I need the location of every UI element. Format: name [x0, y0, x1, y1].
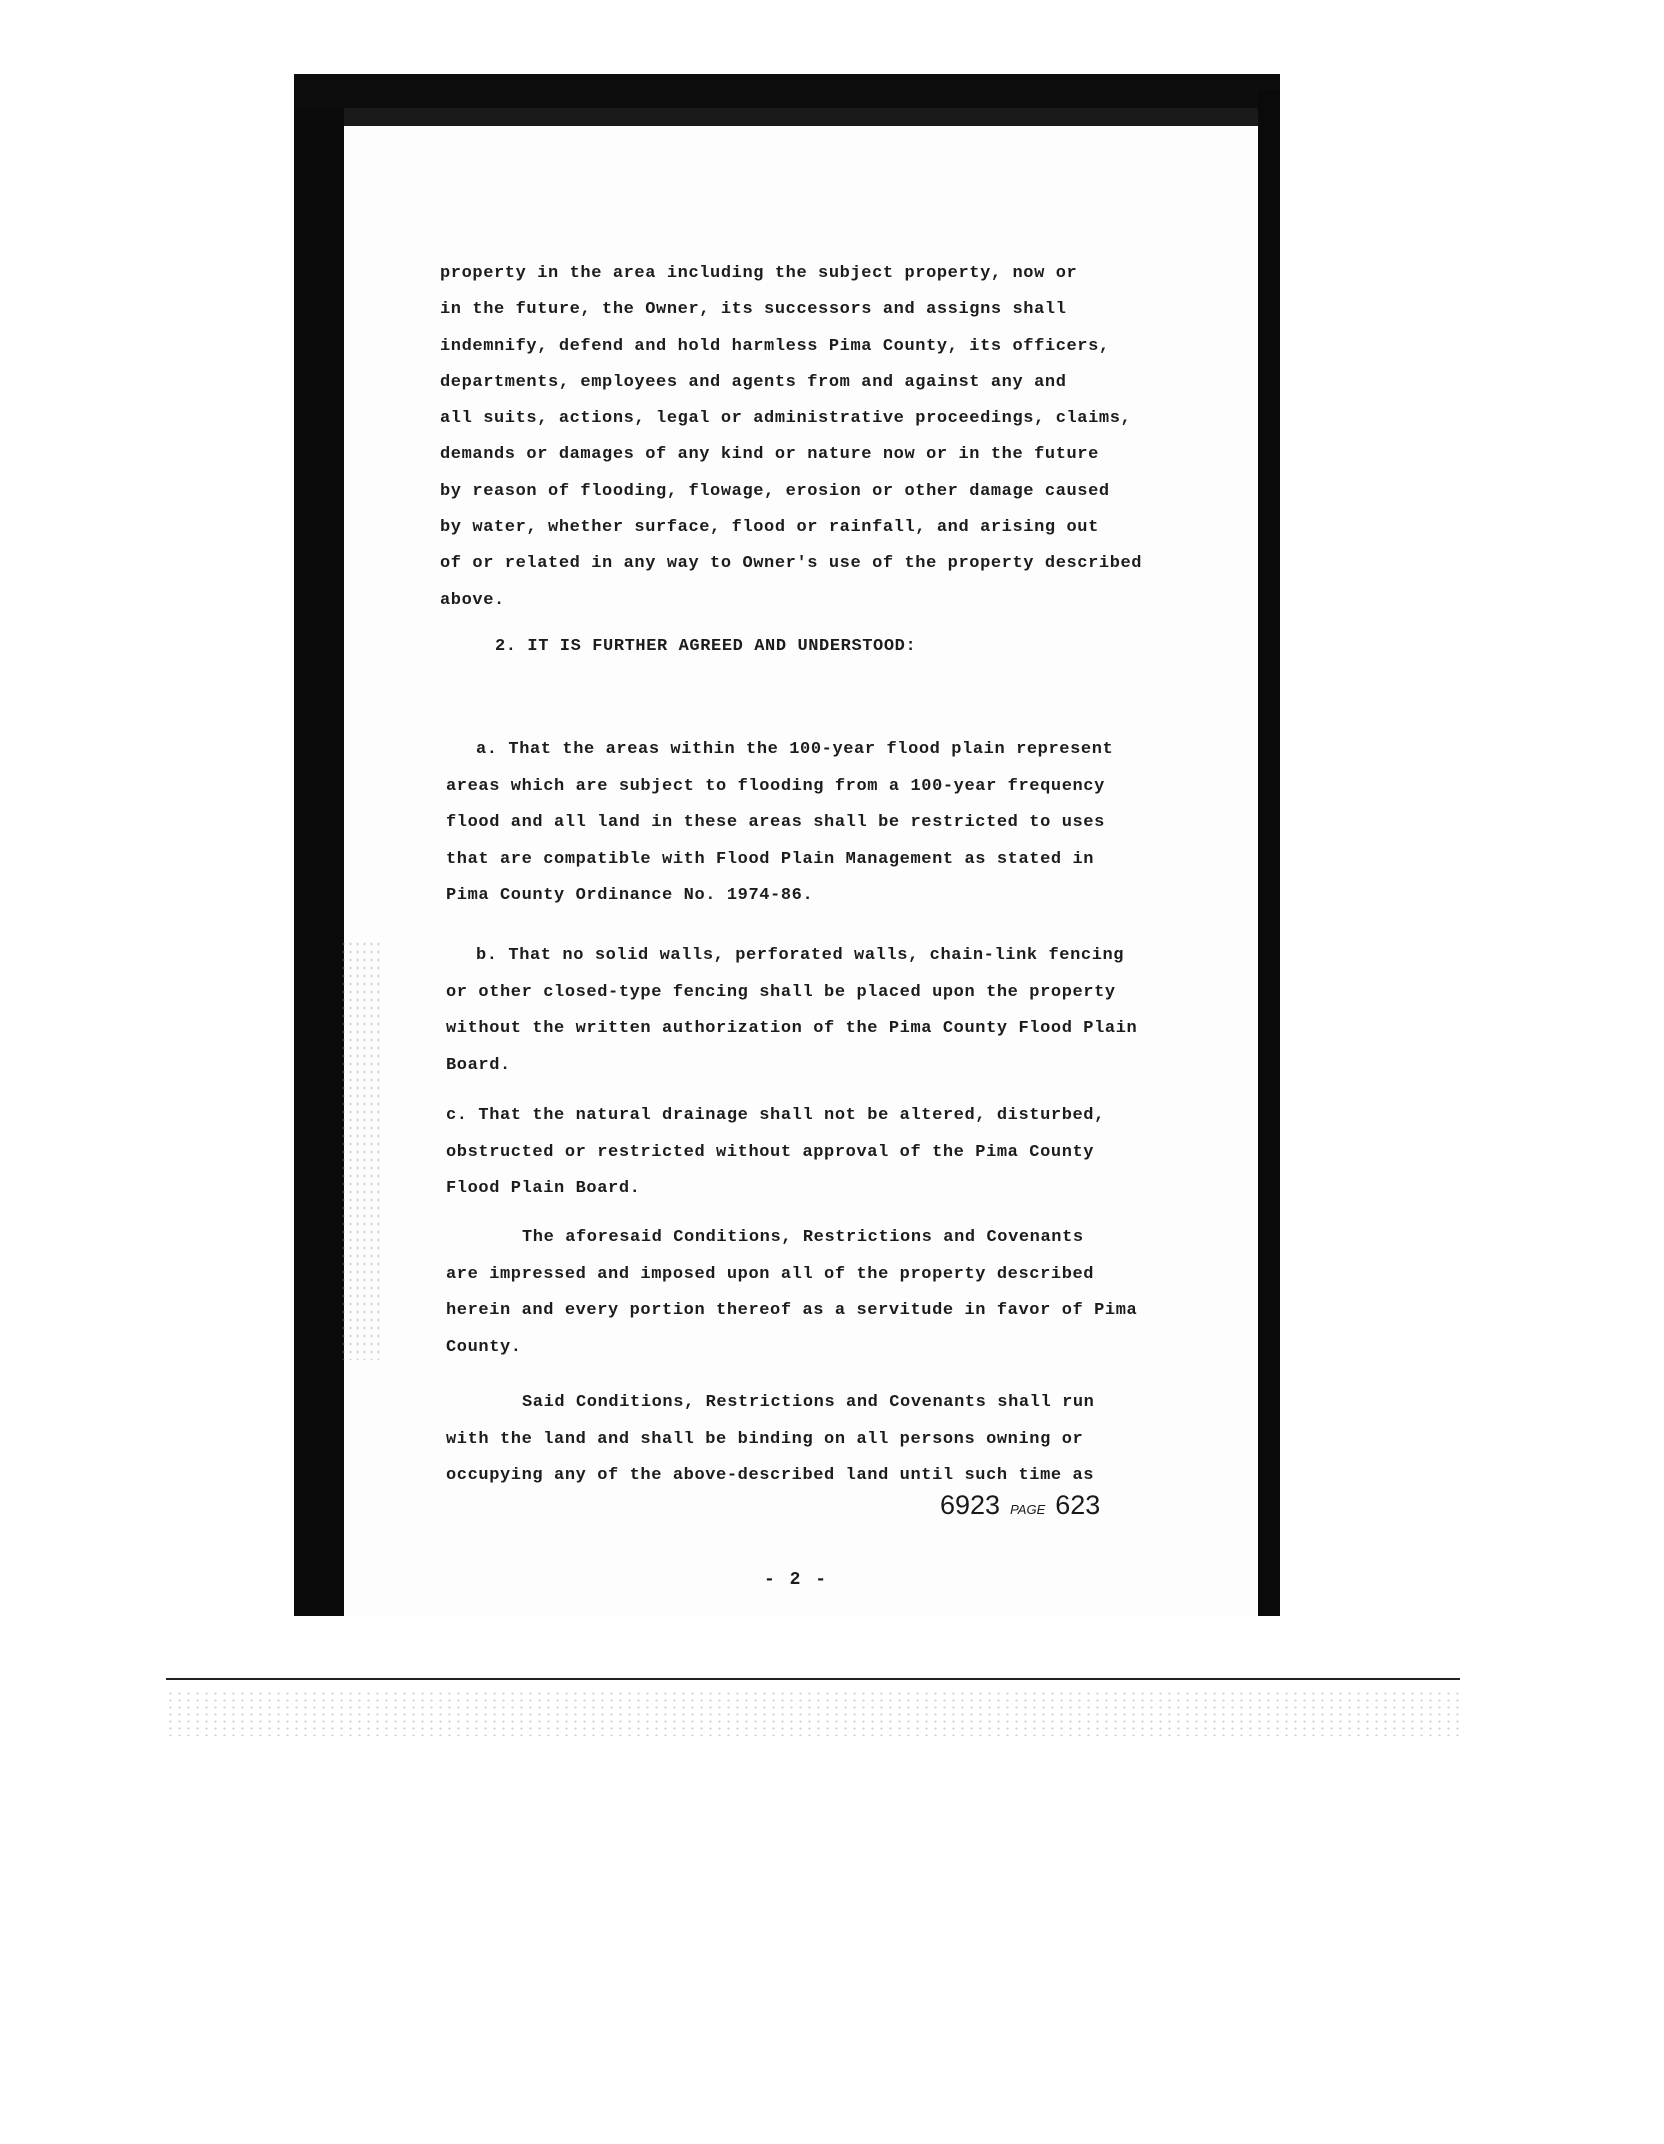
text-line: are impressed and imposed upon all of the property described — [446, 1264, 1095, 1284]
text-line: with the land and shall be binding on all persons owning or — [446, 1429, 1084, 1449]
text-line: c. That the natural drainage shall not be altered, disturbed, — [446, 1106, 1105, 1125]
text-line: Said Conditions, Restrictions and Covenants shall run — [522, 1393, 1095, 1412]
text-line: a. That the areas within the 100-year flood plain represent — [476, 740, 1114, 759]
paragraph-c — [446, 1098, 1166, 1208]
text-line: all suits, actions, legal or administrative proceedings, claims, — [440, 409, 1132, 429]
continuation-paragraph — [440, 256, 1160, 619]
text-line: that are compatible with Flood Plain Management as stated in — [446, 849, 1095, 869]
text-line: obstructed or restricted without approval of the Pima County — [446, 1142, 1095, 1162]
text-line: The aforesaid Conditions, Restrictions and Covenants — [522, 1228, 1084, 1247]
scan-border-top — [294, 74, 1280, 108]
text-line: demands or damages of any kind or nature now or in the future — [440, 445, 1099, 465]
scan-border-right — [1258, 90, 1280, 1616]
page-number: - 2 - — [764, 1570, 829, 1590]
paragraph-said — [446, 1385, 1166, 1495]
text-line: in the future, the Owner, its successors and assigns shall — [440, 300, 1067, 320]
paragraph-aforesaid — [446, 1220, 1166, 1366]
paragraph-a — [446, 732, 1166, 915]
recorded-page-number: 623 — [1055, 1490, 1101, 1520]
text-line: County. — [446, 1337, 522, 1357]
page-label: PAGE — [1010, 1502, 1046, 1517]
text-line: indemnify, defend and hold harmless Pima County, its officers, — [440, 336, 1110, 356]
text-line: Board. — [446, 1055, 511, 1075]
text-line: departments, employees and agents from and against any and — [440, 372, 1067, 392]
scan-bottom-rule — [166, 1678, 1460, 1680]
text-line: Flood Plain Board. — [446, 1179, 641, 1199]
scan-noise-bottom — [166, 1690, 1460, 1736]
paragraph-b — [446, 938, 1166, 1084]
scan-border-left — [294, 108, 344, 1616]
text-line: herein and every portion thereof as a servitude in favor of Pima — [446, 1301, 1138, 1321]
text-line: areas which are subject to flooding from a 100-year frequency — [446, 776, 1105, 796]
text-line: occupying any of the above-described land until such time as — [446, 1466, 1095, 1486]
docket-number: 6923 — [940, 1490, 1001, 1520]
text-line: b. That no solid walls, perforated walls, chain-link fencing — [476, 946, 1125, 965]
text-line: or other closed-type fencing shall be placed upon the property — [446, 982, 1116, 1002]
text-line: by reason of flooding, flowage, erosion or other damage caused — [440, 481, 1110, 501]
text-line: property in the area including the subject property, now or — [440, 264, 1078, 283]
text-line: Pima County Ordinance No. 1974-86. — [446, 886, 814, 906]
scan-border-top-inner — [340, 108, 1280, 126]
section-heading: 2. IT IS FURTHER AGREED AND UNDERSTOOD: — [495, 637, 917, 656]
text-line: without the written authorization of the Pima County Flood Plain — [446, 1019, 1138, 1039]
text-line: by water, whether surface, flood or rainfall, and arising out — [440, 518, 1099, 538]
text-line: flood and all land in these areas shall be restricted to uses — [446, 813, 1105, 833]
text-line: of or related in any way to Owner's use of the property described — [440, 554, 1143, 574]
scan-noise-left — [340, 940, 380, 1360]
book-page-reference — [940, 1490, 1100, 1521]
text-line: above. — [440, 590, 505, 610]
